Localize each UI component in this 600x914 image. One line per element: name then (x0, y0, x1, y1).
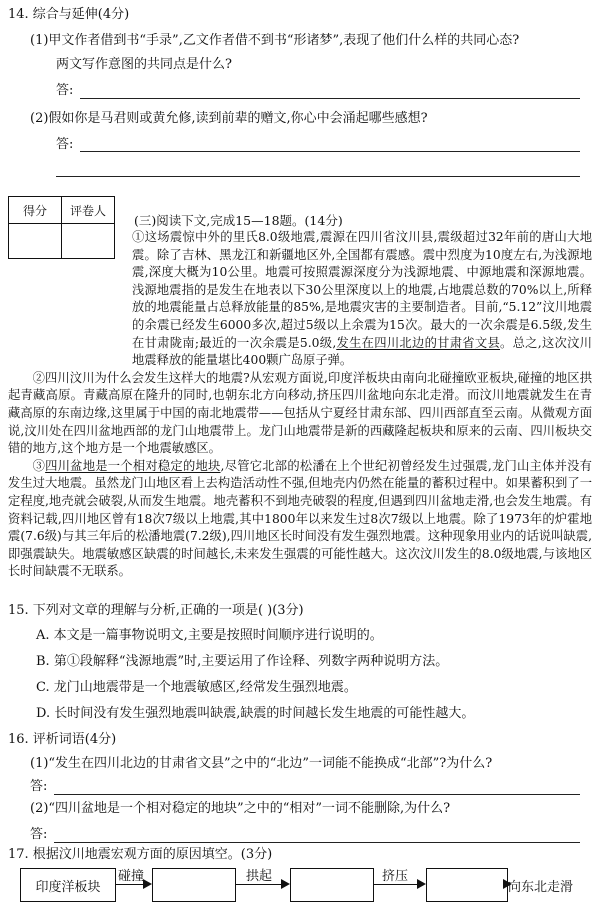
q14-answer2-line[interactable] (80, 151, 580, 152)
passage-p3 (8, 458, 592, 581)
passage-body (8, 229, 592, 581)
q14-answer2-label: 答: (56, 137, 74, 152)
blank-box-3[interactable] (426, 868, 508, 902)
q14-sub1-line1: (1)甲文作者借到书“手录”,乙文作者借不到书“形诸梦”,表现了他们什么样的共同心态? (30, 33, 520, 48)
q16-answer2-label: 答: (30, 827, 48, 842)
q15-title: 15. 下列对文章的理解与分析,正确的一项是( )(3分) (8, 603, 304, 618)
arrow-3 (374, 884, 424, 885)
q15-option-a[interactable]: A. 本文是一篇事物说明文,主要是按照时间顺序进行说明的。 (36, 628, 383, 643)
q14-answer-label: 答: (56, 83, 74, 98)
passage-p1-b: 。总之,这次汶川地震释放的能量堪比400颗广岛原子弹。 (132, 335, 592, 368)
q16-answer1-line[interactable] (54, 794, 580, 795)
passage-p3-b: ,尽管它北部的松潘在上个世纪初曾经发生过强震,龙门山主体并没有发生过大地震。虽然龙门山地区看上去构造活动性不强,但地壳内仍然在能量的蓄积过程中。如果蓄积到了一定程度,地壳就会破裂,从而发生地震。地壳蓄积不到地壳破裂的程度,但遇到四川盆地走滑,也会发生地震。有资料记载,四川地区曾有18次7级以上地震,其中1800年以来发生过8次7级以上地震。除了1973年的炉霍地震(7.6级)与其三年后的松潘地震(7.2级),四川地区长时间没有发生强烈地震。这种现象用业内的话说叫缺震,即强震缺失。地震敏感区缺震的时间越长,未来发生强震的可能性越大。这次汶川发生的8.0级地震,与该地区长时间缺震不无联系。 (8, 458, 592, 579)
q15-option-c[interactable]: C. 龙门山地震带是一个地震敏感区,经常发生强烈地震。 (36, 680, 357, 695)
arrow-2 (236, 884, 288, 885)
q16-answer2-line[interactable] (54, 842, 580, 843)
blank-box-1[interactable] (152, 868, 236, 902)
end-label: 向东北走滑 (508, 879, 574, 895)
q14-sub2: (2)假如你是马君则或黄允修,读到前辈的赠文,你心中会涌起哪些感想? (30, 111, 428, 126)
arrow-1 (116, 884, 150, 885)
q16-sub2: (2)“四川盆地是一个相对稳定的地块”之中的“相对”一词不能删除,为什么? (30, 801, 451, 816)
start-box: 印度洋板块 (20, 868, 116, 902)
q15-option-d[interactable]: D. 长时间没有发生强烈地震叫缺震,缺震的时间越长发生地震的可能性越大。 (36, 706, 475, 721)
passage-p2: ②四川汶川为什么会发生这样大的地震?从宏观方面说,印度洋板块由南向北碰撞欧亚板块,碰撞的地区拱起青藏高原。青藏高原在隆升的同时,也朝东北方向移动,挤压四川盆地向东北走滑。而汶川地震就发生在青藏高原的东南边缘,这里属于中国的南北地震带——包括从宁夏经甘肃东部、四川西部直至云南。从微观方面说,汶川处在四川盆地西部的龙门山地震带上。龙门山地震带是新的西藏隆起板块和原来的云南、四川板块交错的地方,这个地方是一个地震敏感区。 (8, 370, 592, 456)
q16-title: 16. 评析词语(4分) (8, 732, 117, 747)
passage-p1 (8, 229, 592, 370)
arrow1-label: 碰撞 (118, 869, 145, 884)
passage-p3-num: ③ (32, 458, 46, 473)
grader-header: 评卷人 (62, 197, 115, 224)
q14-answer2-line2[interactable] (56, 176, 580, 177)
section3-title: (三)阅读下文,完成15—18题。(14分) (134, 213, 343, 228)
q15-option-b[interactable]: B. 第①段解释“浅源地震”时,主要运用了作诠释、列数字两种说明方法。 (36, 654, 449, 669)
q16-answer1-label: 答: (30, 779, 48, 794)
score-header: 得分 (9, 197, 62, 224)
passage-p3-underlined: 四川盆地是一个相对稳定的地块 (45, 458, 221, 473)
arrow2-label: 拱起 (246, 869, 273, 884)
q17-title: 17. 根据汶川地震宏观方面的原因填空。(3分) (8, 847, 273, 862)
q14-sub1-line2: 两文写作意图的共同点是什么? (56, 57, 232, 72)
arrow3-label: 挤压 (382, 869, 409, 884)
q14-title: 14. 综合与延伸(4分) (8, 7, 130, 22)
passage-p1-underlined: 发生在四川北边的甘肃省文县 (336, 335, 501, 350)
blank-box-2[interactable] (290, 868, 374, 902)
q14-answer1-line[interactable] (80, 98, 580, 99)
q16-sub1: (1)“发生在四川北边的甘肃省文县”之中的“北边”一词能不能换成“北部”?为什么? (30, 756, 493, 771)
passage-p1-a: ①这场震惊中外的里氏8.0级地震,震源在四川省汶川县,震级超过32年前的唐山大地震。除了吉林、黑龙江和新疆地区外,全国都有震感。震中烈度为10度左右,为浅源地震,深度大概为10公里。地震可按照震源深度分为浅源地震、中源地震和深源地震。浅源地震指的是发生在地表以下30公里深度以上的地震,占地震总数的70%以上,所释放的地震能量占总释放能量的85%,是地震灾害的主要制造者。目前,“5.12”汶川地震的余震已经发生6000多次,超过5级以上余震为15次。最大的一次余震是6.5级,发生在甘肃陇南;最近的一次余震是5.0级, (132, 230, 592, 350)
